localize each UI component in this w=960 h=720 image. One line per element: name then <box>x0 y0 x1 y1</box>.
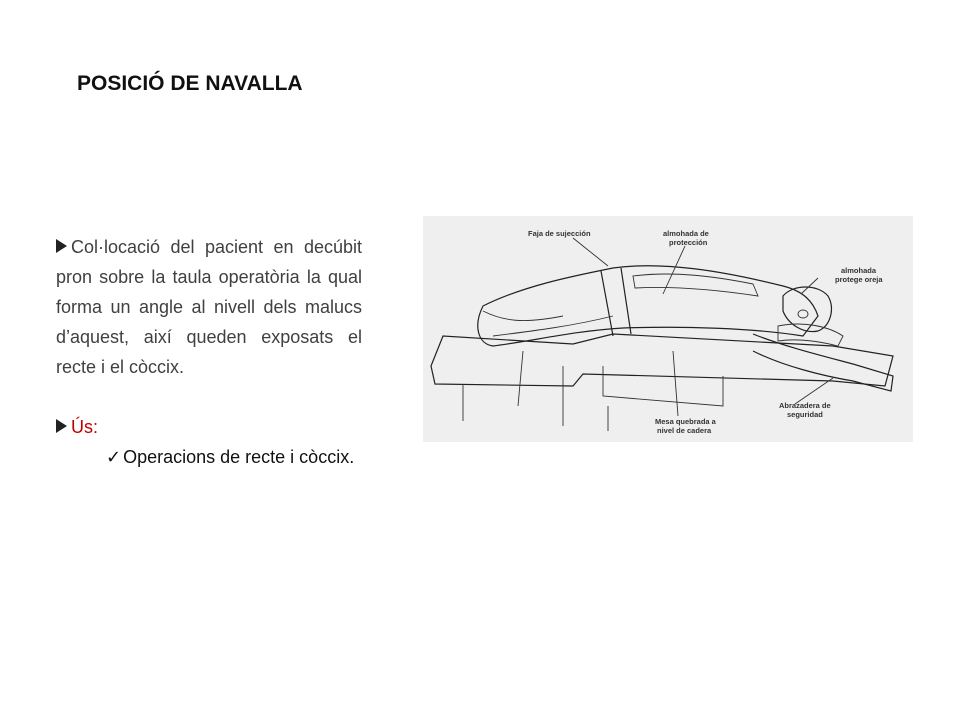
label-strap: Faja de sujección <box>528 229 591 238</box>
leader-table <box>673 351 678 416</box>
protection-pillow <box>633 274 758 296</box>
label-clamp-2: seguridad <box>787 410 823 419</box>
content-text <box>56 232 362 472</box>
uses-item-text: Operacions de recte i còccix. <box>123 447 355 467</box>
label-table-2: nivel de cadera <box>657 426 712 435</box>
label-ear-pillow-2: protege oreja <box>835 275 883 284</box>
slide-title: POSICIÓ DE NAVALLA <box>77 72 303 95</box>
leader-unlabeled <box>518 351 523 406</box>
patient-body <box>478 266 818 346</box>
label-clamp-1: Abrazadera de <box>779 401 831 410</box>
uses-heading-text: Ús: <box>71 417 98 437</box>
uses-heading <box>56 412 362 442</box>
uses-item <box>106 442 362 472</box>
leader-pillow <box>663 246 685 294</box>
illustration-svg <box>423 216 913 442</box>
operating-table <box>431 334 893 386</box>
arrow-bullet-icon <box>56 419 67 433</box>
label-ear-pillow-1: almohada <box>841 266 877 275</box>
safety-strap <box>601 268 631 336</box>
checkmark-icon: ✓ <box>106 447 122 467</box>
label-pillow-2: protección <box>669 238 708 247</box>
description-bullet <box>56 232 362 382</box>
table-legs <box>463 384 608 431</box>
arrow-bullet-icon <box>56 239 67 253</box>
leader-ear-pillow <box>801 278 818 294</box>
label-pillow-1: almohada de <box>663 229 709 238</box>
patient-legs <box>483 311 613 336</box>
label-table-1: Mesa quebrada a <box>655 417 716 426</box>
leader-strap <box>573 238 608 266</box>
patient-ear <box>798 310 808 318</box>
ear-pillow <box>778 324 843 346</box>
description-text: Col·locació del pacient en decúbit pron sobre la taula operatòria la qual forma un angle al nivell dels malucs d’aquest, així queden exposats el recte i el còccix. <box>56 237 362 377</box>
jackknife-position-illustration <box>423 216 913 442</box>
